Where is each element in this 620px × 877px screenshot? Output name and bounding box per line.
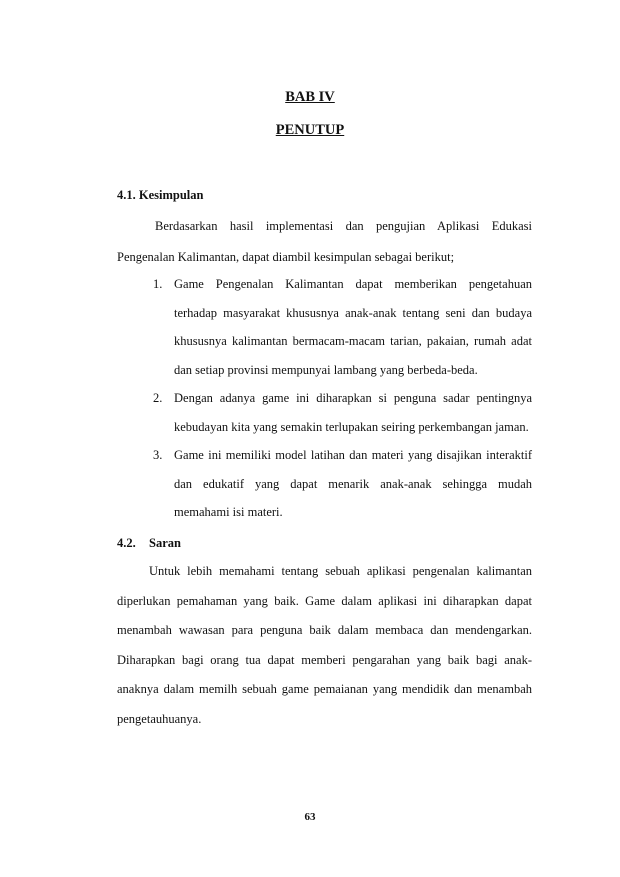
list-item: [153, 441, 532, 527]
chapter-subtitle: PENUTUP: [275, 122, 345, 138]
list-item-text: Dengan adanya game ini diharapkan si penguna sadar pentingnya kebudayan kita yang semakin terlupakan seiring perkembangan jaman.: [174, 391, 532, 434]
section-heading-saran: [117, 536, 181, 551]
page-number: 63: [304, 811, 316, 823]
section-number: 4.2.: [117, 536, 136, 550]
list-item: [153, 270, 532, 384]
section-heading-kesimpulan: 4.1. Kesimpulan: [117, 188, 204, 202]
kesimpulan-intro-paragraph: Berdasarkan hasil implementasi dan pengujian Aplikasi Edukasi Pengenalan Kalimantan, dapat diambil kesimpulan sebagai berikut;: [117, 219, 532, 264]
section-title: Saran: [149, 536, 181, 550]
list-item-number: 1.: [153, 277, 163, 291]
saran-paragraph: Untuk lebih memahami tentang sebuah aplikasi pengenalan kalimantan diperlukan pemahaman yang baik. Game dalam aplikasi ini diharapkan dapat menambah wawasan para penguna baik dalam membaca dan mendengarkan. Diharapkan bagi orang tua dapat memberi pengarahan yang baik bagi anak-anaknya dalam memilh sebuah game pemaianan yang mendidik dan menambah pengetauhuanya.: [117, 564, 532, 726]
list-item: [153, 384, 532, 441]
list-item-text: Game Pengenalan Kalimantan dapat memberikan pengetahuan terhadap masyarakat khususnya anak-anak tentang seni dan budaya khususnya kalimantan bermacam-macam tarian, pakaian, rumah adat dan setiap provinsi mempunyai lambang yang berbeda-beda.: [174, 277, 532, 377]
list-item-number: 3.: [153, 448, 163, 462]
chapter-title: BAB IV: [285, 89, 335, 105]
list-item-number: 2.: [153, 391, 163, 405]
list-item-text: Game ini memiliki model latihan dan materi yang disajikan interaktif dan edukatif yang dapat menarik anak-anak sehingga mudah memahami isi materi.: [174, 448, 532, 519]
kesimpulan-list: [153, 270, 532, 527]
